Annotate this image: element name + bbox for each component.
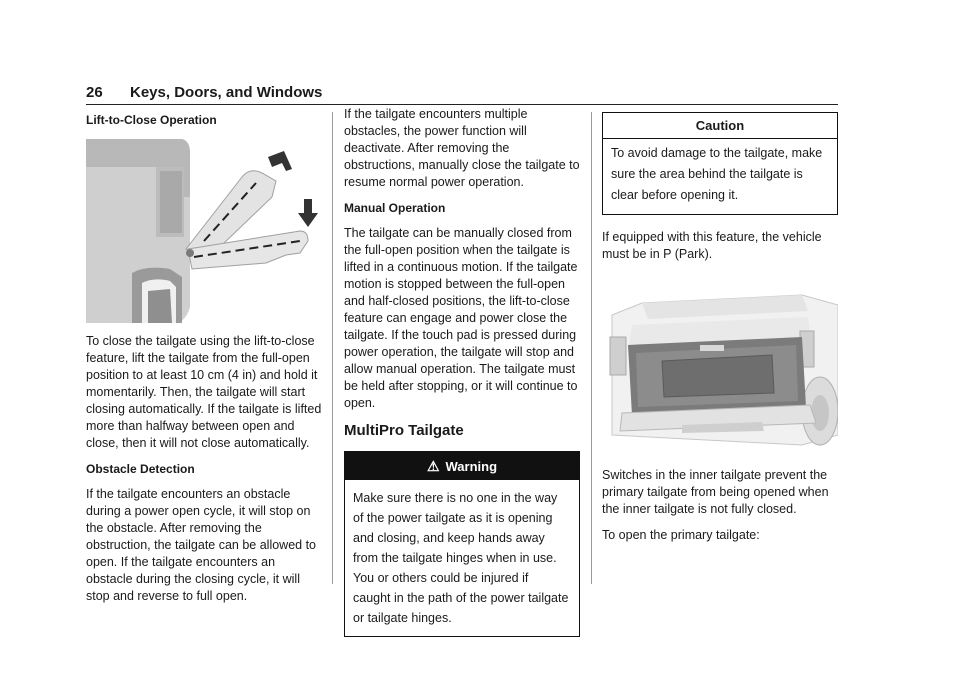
caution-box <box>602 112 838 215</box>
caution-title: Caution <box>603 113 837 139</box>
paragraph-inner-switches: Switches in the inner tailgate prevent the primary tailgate from being opened when the inner tailgate is not fully closed. <box>602 468 829 516</box>
tailgate-lift-illustration <box>86 137 322 323</box>
subheading-lift-to-close: Lift-to-Close Operation <box>86 113 217 127</box>
paragraph-open-primary: To open the primary tailgate: <box>602 528 760 542</box>
subheading-manual-operation: Manual Operation <box>344 201 446 215</box>
column-divider <box>591 112 592 584</box>
paragraph-lift-to-close: To close the tailgate using the lift-to-close feature, lift the tailgate from the full-open position to at least 10 cm (4 in) and hold it momentarily. Then, the tailgate will start closing automatically. If the tailgate is lifted more than halfway between open and close, then it will not close automatically. <box>86 334 322 450</box>
paragraph-obstacle-detection: If the tailgate encounters an obstacle during a power open cycle, it will stop on the obstacle. After removing the obstruction, the tailgate can be allowed to open. If the tailgate encounters an obstacle during the closing cycle, it will stop and reverse to full open. <box>86 487 317 603</box>
warning-header <box>345 452 579 480</box>
column-1 <box>86 112 322 614</box>
heading-multipro-tailgate: MultiPro Tailgate <box>344 422 464 439</box>
subheading-obstacle-detection: Obstacle Detection <box>86 462 195 476</box>
column-3 <box>602 112 838 553</box>
warning-symbol-icon: ⚠ <box>426 458 440 474</box>
caution-text: To avoid damage to the tailgate, make sure the area behind the tailgate is clear before opening it. <box>611 146 823 202</box>
warning-text: Make sure there is no one in the way of the power tailgate as it is opening and closing, and keep hands away from the tailgate hinges when in use. You or others could be injured if caught in the path of the power tailgate or tailgate hinges. <box>353 491 569 625</box>
paragraph-equipped: If equipped with this feature, the vehicle must be in P (Park). <box>602 230 822 261</box>
page-header <box>86 84 838 105</box>
section-title: Keys, Doors, and Windows <box>130 84 323 101</box>
warning-title: Warning <box>445 459 498 474</box>
warning-box <box>344 451 580 637</box>
column-2 <box>344 106 580 637</box>
paragraph-manual-operation: The tailgate can be manually closed from the full-open position when the tailgate is lifted in a continuous motion. If the tailgate motion is stopped between the full-open and half-closed positions, the lift-to-close feature can engage and power close the tailgate. If the touch pad is pressed during power operation, the tailgate will stop and allow manual operation. The tailgate must be held after stopping, or it will continue to open. <box>344 226 578 410</box>
page-number: 26 <box>86 84 103 101</box>
column-divider <box>332 112 333 584</box>
multipro-tailgate-illustration <box>602 275 838 457</box>
paragraph-multiple-obstacles: If the tailgate encounters multiple obstacles, the power function will deactivate. After removing the obstructions, manually close the tailgate to resume normal power operation. <box>344 107 580 189</box>
